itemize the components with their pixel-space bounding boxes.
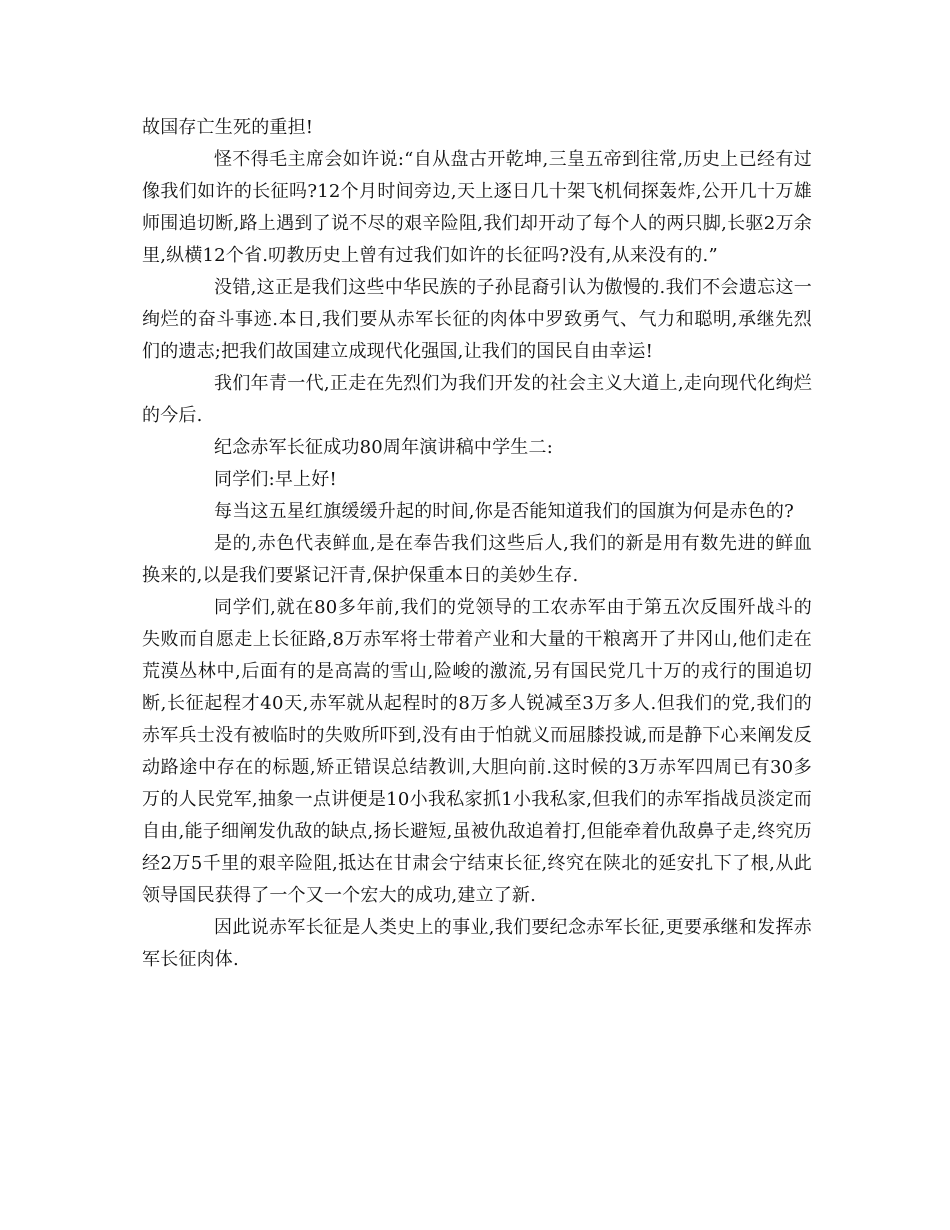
paragraph-10: 因此说赤军长征是人类史上的事业,我们要纪念赤军长征,更要承继和发挥赤军长征肉体. bbox=[142, 917, 812, 970]
paragraph-3: 没错,这正是我们这些中华民族的子孙昆裔引认为傲慢的.我们不会遗忘这一绚烂的奋斗事迹.本日,我们要从赤军长征的肉体中罗致勇气、气力和聪明,承继先烈们的遗志;把我们故国建立成现代化强国,让我们的国民自由幸运! bbox=[142, 277, 812, 362]
paragraph-8: 是的,赤色代表鲜血,是在奉告我们这些后人,我们的新是用有数先进的鲜血换来的,以是我们要紧记汗青,保护保重本日的美妙生存. bbox=[142, 533, 812, 586]
paragraph-9: 同学们,就在80多年前,我们的党领导的工农赤军由于第五次反围歼战斗的失败而自愿走上长征路,8万赤军将士带着产业和大量的干粮离开了井冈山,他们走在荒漠丛林中,后面有的是高嵩的雪山,险峻的激流,另有国民党几十万的戎行的围追切断,长征起程才40天,赤军就从起程时的8万多人锐减至3万多人.但我们的党,我们的赤军兵士没有被临时的失败所吓到,没有由于怕就义而屈膝投诚,而是静下心来阐发反动路途中存在的标题,矫正错误总结教训,大胆向前.这时候的3万赤军四周已有30多万的人民党军,抽象一点讲便是10小我私家抓1小我私家,但我们的赤军指战员淡定而自由,能子细阐发仇敌的缺点,扬长避短,虽被仇敌追着打,但能牵着仇敌鼻子走,终究历经2万5千里的艰辛险阻,抵达在甘肃会宁结束长征,终究在陕北的延安扎下了根,从此领导国民获得了一个又一个宏大的成功,建立了新. bbox=[142, 597, 812, 906]
paragraph-4: 我们年青一代,正走在先烈们为我们开发的社会主义大道上,走向现代化绚烂的今后. bbox=[142, 373, 812, 426]
paragraph-7: 每当这五星红旗缓缓升起的时间,你是否能知道我们的国旗为何是赤色的? bbox=[214, 501, 794, 522]
document-body bbox=[142, 112, 812, 976]
paragraph-1: 故国存亡生死的重担! bbox=[142, 117, 314, 138]
paragraph-2: 怪不得毛主席会如许说:“自从盘古开乾坤,三皇五帝到往常,历史上已经有过像我们如许的长征吗?12个月时间旁边,天上逐日几十架飞机伺探轰炸,公开几十万雄师围追切断,路上遇到了说不尽的艰辛险阻,我们却开动了每个人的两只脚,长驱2万余里,纵横12个省.叨教历史上曾有过我们如许的长征吗?没有,从来没有的.” bbox=[142, 149, 812, 266]
greeting: 同学们:早上好! bbox=[214, 469, 337, 490]
section-heading: 纪念赤军长征成功80周年演讲稿中学生二: bbox=[214, 437, 553, 458]
